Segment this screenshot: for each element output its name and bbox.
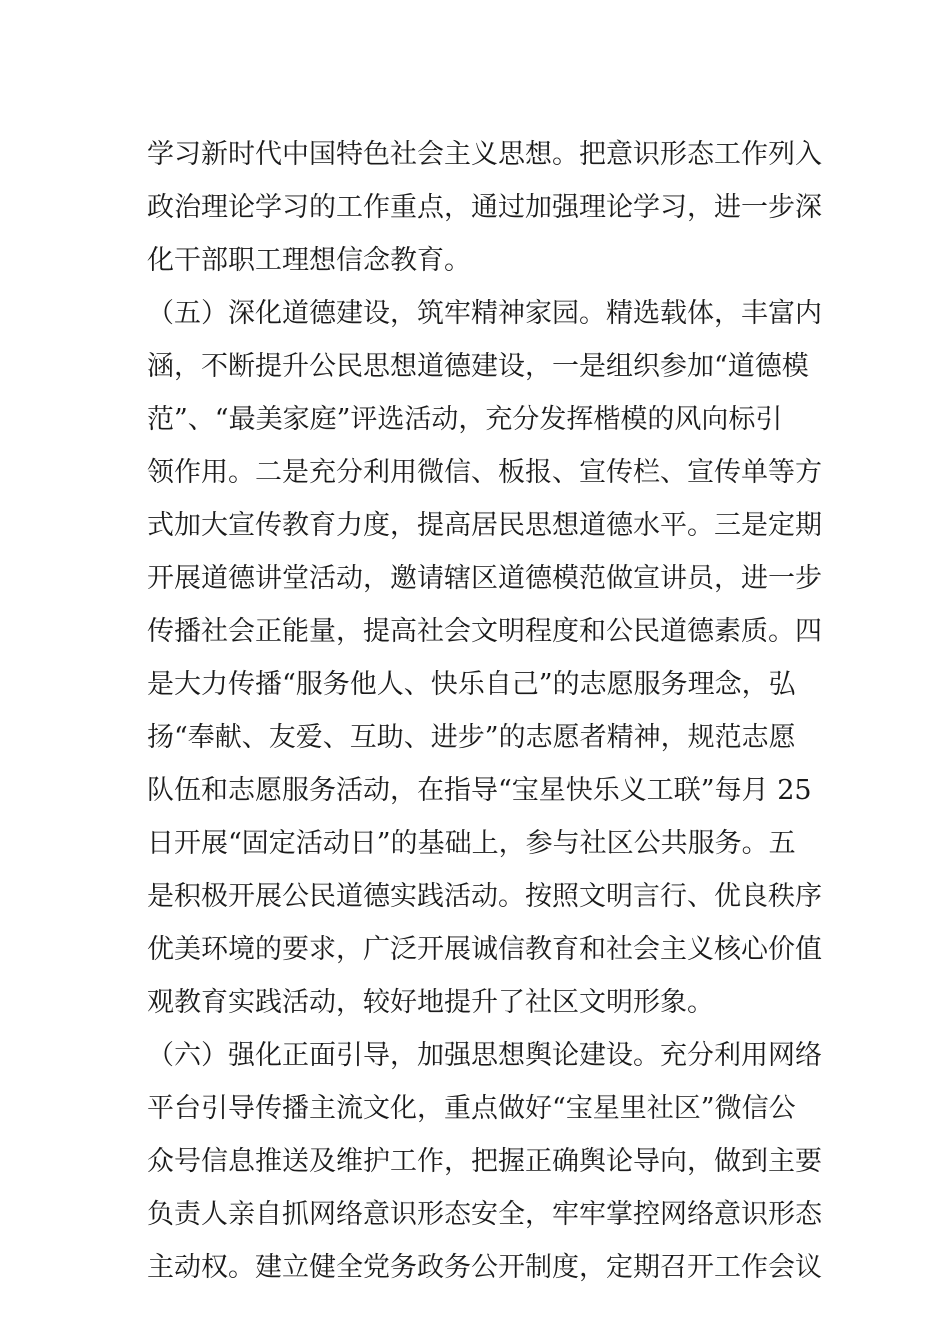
text-line: 涵，不断提升公民思想道德建设，一是组织参加“道德模 (147, 351, 809, 382)
text-line: 扬“奉献、友爱、互助、进步”的志愿者精神，规范志愿 (147, 722, 796, 753)
text-line: 主动权。建立健全党务政务公开制度，定期召开工作会议 (147, 1252, 822, 1283)
section-6-heading-line: （六）强化正面引导，加强思想舆论建设。充分利用网络 (147, 1040, 822, 1071)
text-line: 传播社会正能量，提高社会文明程度和公民道德素质。四 (147, 616, 822, 647)
text-line: 日开展“固定活动日”的基础上，参与社区公共服务。五 (147, 828, 796, 859)
body-text (147, 128, 822, 1294)
text-line: 优美环境的要求，广泛开展诚信教育和社会主义核心价值 (147, 934, 822, 965)
text-line: 是大力传播“服务他人、快乐自己”的志愿服务理念，弘 (147, 669, 796, 700)
text-line: 观教育实践活动，较好地提升了社区文明形象。 (147, 987, 714, 1018)
text-line: 平台引导传播主流文化，重点做好“宝星里社区”微信公 (147, 1093, 796, 1124)
text-line: 众号信息推送及维护工作，把握正确舆论导向，做到主要 (147, 1146, 822, 1177)
text-line: 范”、“最美家庭”评选活动，充分发挥楷模的风向标引 (147, 404, 783, 435)
text-line: 开展道德讲堂活动，邀请辖区道德模范做宣讲员，进一步 (147, 563, 822, 594)
text-line: 队伍和志愿服务活动，在指导“宝星快乐义工联”每月 25 (147, 775, 812, 806)
text-line: 化干部职工理想信念教育。 (147, 245, 471, 276)
section-5-heading-line: （五）深化道德建设，筑牢精神家园。精选载体，丰富内 (147, 298, 822, 329)
text-line: 式加大宣传教育力度，提高居民思想道德水平。三是定期 (147, 510, 822, 541)
text-line: 是积极开展公民道德实践活动。按照文明言行、优良秩序 (147, 881, 822, 912)
text-line: 负责人亲自抓网络意识形态安全，牢牢掌控网络意识形态 (147, 1199, 822, 1230)
text-line: 政治理论学习的工作重点，通过加强理论学习，进一步深 (147, 192, 822, 223)
text-line: 领作用。二是充分利用微信、板报、宣传栏、宣传单等方 (147, 457, 822, 488)
text-line: 学习新时代中国特色社会主义思想。把意识形态工作列入 (147, 139, 822, 170)
